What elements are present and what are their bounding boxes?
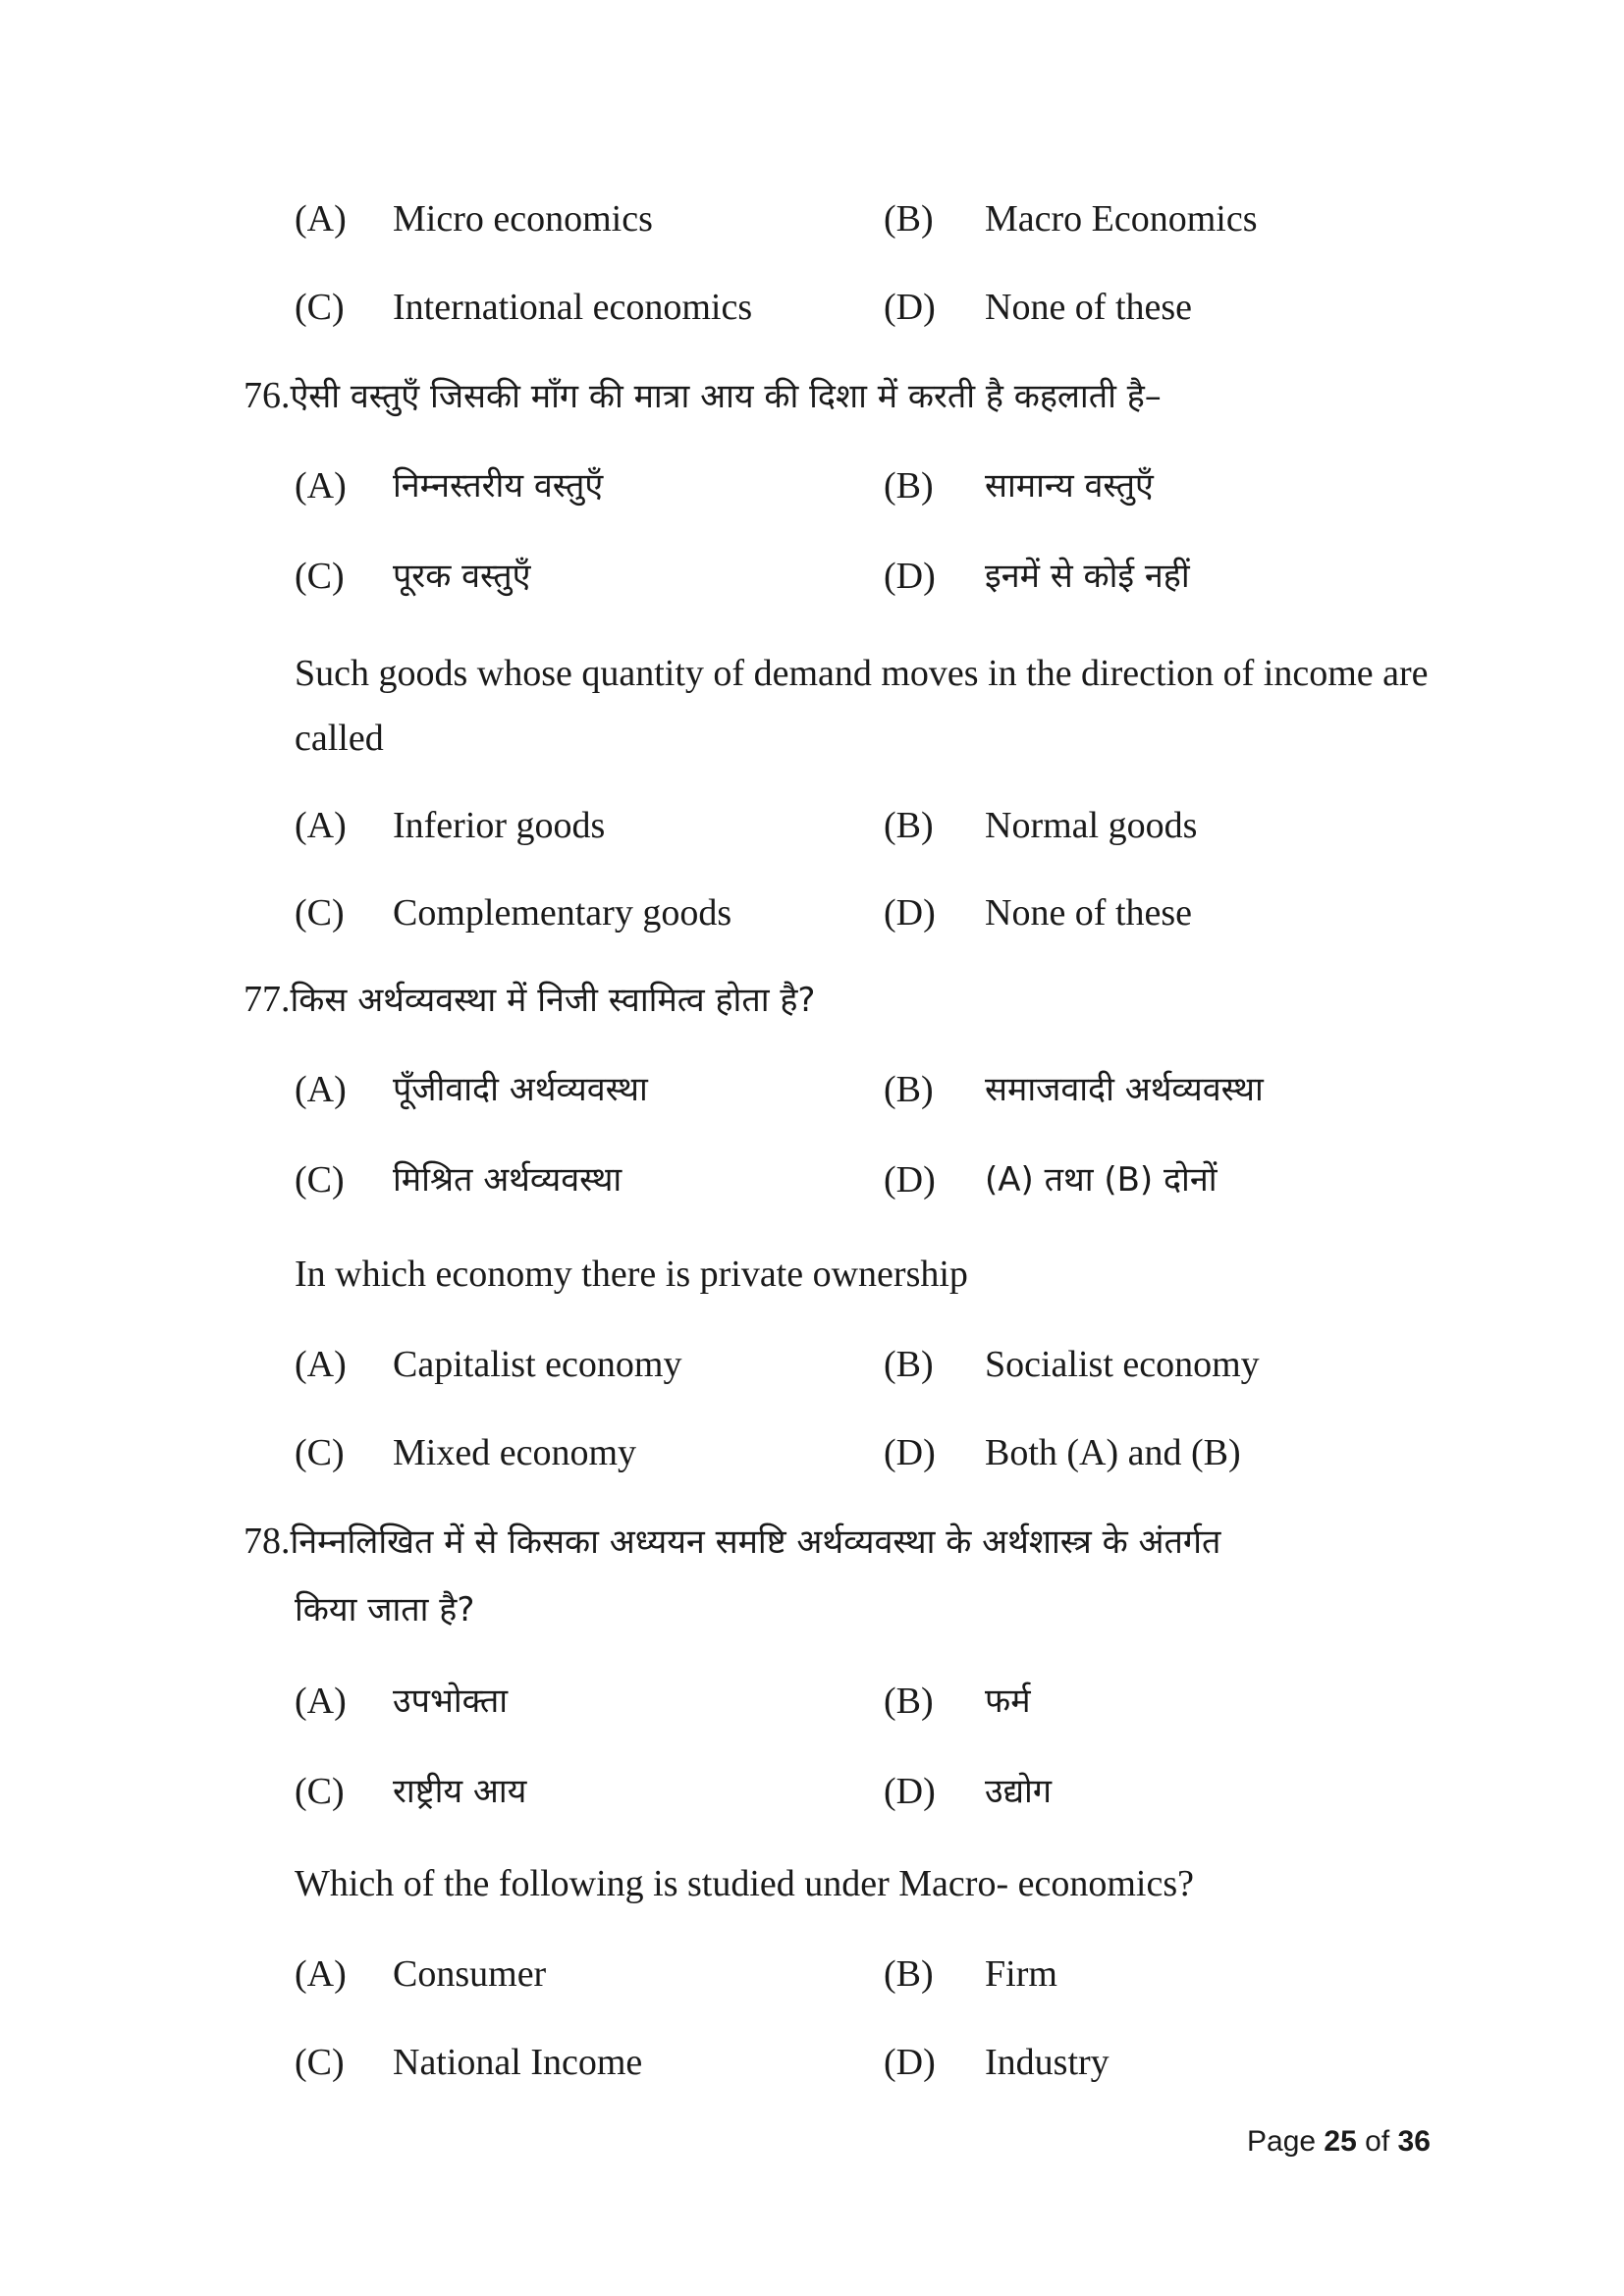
option-row: [0, 1672, 1624, 1731]
option-text: Firm: [985, 1953, 1057, 1995]
option-text: फर्म: [985, 1682, 1031, 1721]
option-text: None of these: [985, 892, 1193, 934]
question-76-hindi: [244, 366, 1432, 426]
option-text: Inferior goods: [393, 805, 606, 846]
option-text: पूँजीवादी अर्थव्यवस्था: [393, 1070, 648, 1109]
option-letter: (C): [295, 892, 345, 934]
option-letter: (A): [295, 1681, 347, 1722]
option-text: सामान्य वस्तुएँ: [985, 466, 1154, 506]
option-letter: (B): [884, 1069, 934, 1110]
option-row: [0, 796, 1624, 855]
question-text: निम्नलिखित में से किसका अध्ययन समष्टि अर्थव्यवस्था के अर्थशास्त्र के अंतर्गत: [290, 1522, 1221, 1562]
option-text: उपभोक्ता: [393, 1682, 509, 1721]
option-letter: (B): [884, 1953, 934, 1995]
of-word: of: [1365, 2125, 1390, 2158]
option-text: मिश्रित अर्थव्यवस्था: [393, 1160, 623, 1200]
option-letter: (C): [295, 1432, 345, 1473]
option-letter: (C): [295, 2042, 345, 2083]
question-number: 76.: [244, 375, 291, 416]
question-78-hindi-line1: [244, 1512, 1432, 1572]
option-text: (A) तथा (B) दोनों: [985, 1160, 1218, 1200]
option-letter: (D): [884, 2042, 936, 2083]
option-letter: (D): [884, 287, 936, 328]
question-number: 77.: [244, 979, 291, 1020]
option-letter: (A): [295, 805, 347, 846]
option-letter: (C): [295, 287, 345, 328]
option-text: उद्योग: [985, 1772, 1052, 1811]
option-letter: (D): [884, 892, 936, 934]
option-text: Micro economics: [393, 198, 653, 240]
question-77-hindi: [244, 970, 1432, 1030]
option-text: Industry: [985, 2042, 1110, 2083]
question-78-english: Which of the following is studied under Macro- economics?: [295, 1863, 1194, 1904]
page-footer: [1247, 2122, 1431, 2162]
option-letter: (C): [295, 556, 345, 597]
option-text: Mixed economy: [393, 1432, 637, 1473]
question-lead: [244, 1512, 1220, 1572]
option-letter: (B): [884, 198, 934, 240]
page-current: 25: [1324, 2125, 1357, 2158]
option-text: Consumer: [393, 1953, 547, 1995]
option-letter: (C): [295, 1159, 345, 1201]
option-text: Socialist economy: [985, 1344, 1260, 1385]
question-77-english: In which economy there is private ownership: [295, 1254, 968, 1295]
option-text: International economics: [393, 287, 753, 328]
option-letter: (B): [884, 465, 934, 507]
option-letter: (D): [884, 1159, 936, 1201]
option-row: [0, 1762, 1624, 1821]
option-letter: (C): [295, 1771, 345, 1812]
option-letter: (A): [295, 1069, 347, 1110]
option-letter: (B): [884, 1681, 934, 1722]
option-row: [0, 1945, 1624, 2003]
option-text: Normal goods: [985, 805, 1198, 846]
question-text: ऐसी वस्तुएँ जिसकी माँग की मात्रा आय की दिशा में करती है कहलाती है–: [290, 377, 1162, 416]
option-text: Capitalist economy: [393, 1344, 682, 1385]
option-letter: (B): [884, 1344, 934, 1385]
option-text: Macro Economics: [985, 198, 1258, 240]
option-text: Both (A) and (B): [985, 1432, 1241, 1473]
option-text: National Income: [393, 2042, 643, 2083]
option-row: [0, 1335, 1624, 1394]
option-row: [0, 883, 1624, 942]
option-text: समाजवादी अर्थव्यवस्था: [985, 1070, 1264, 1109]
option-text: इनमें से कोई नहीं: [985, 557, 1190, 596]
option-letter: (A): [295, 1344, 347, 1385]
option-letter: (D): [884, 556, 936, 597]
option-row: [0, 1423, 1624, 1482]
question-76-english: Such goods whose quantity of demand moves in the direction of income are called: [295, 653, 1429, 759]
option-letter: (A): [295, 198, 347, 240]
page-word: Page: [1247, 2125, 1317, 2158]
option-row: [0, 547, 1624, 606]
option-letter: (A): [295, 1953, 347, 1995]
option-letter: (D): [884, 1432, 936, 1473]
option-row: [0, 1060, 1624, 1119]
option-text: राष्ट्रीय आय: [393, 1772, 527, 1811]
question-number: 78.: [244, 1521, 291, 1562]
option-row: [0, 278, 1624, 337]
page-total: 36: [1397, 2125, 1431, 2158]
option-text: None of these: [985, 287, 1193, 328]
option-letter: (D): [884, 1771, 936, 1812]
option-text: निम्नस्तरीय वस्तुएँ: [393, 466, 604, 506]
option-row: [0, 1150, 1624, 1209]
option-row: [0, 2033, 1624, 2092]
option-letter: (A): [295, 465, 347, 507]
option-text: Complementary goods: [393, 892, 732, 934]
option-row: [0, 456, 1624, 515]
question-78-hindi-line2: किया जाता है?: [295, 1590, 475, 1629]
option-row: [0, 189, 1624, 248]
option-letter: (B): [884, 805, 934, 846]
question-text: किस अर्थव्यवस्था में निजी स्वामित्व होता है?: [290, 981, 816, 1020]
option-text: पूरक वस्तुएँ: [393, 557, 531, 596]
